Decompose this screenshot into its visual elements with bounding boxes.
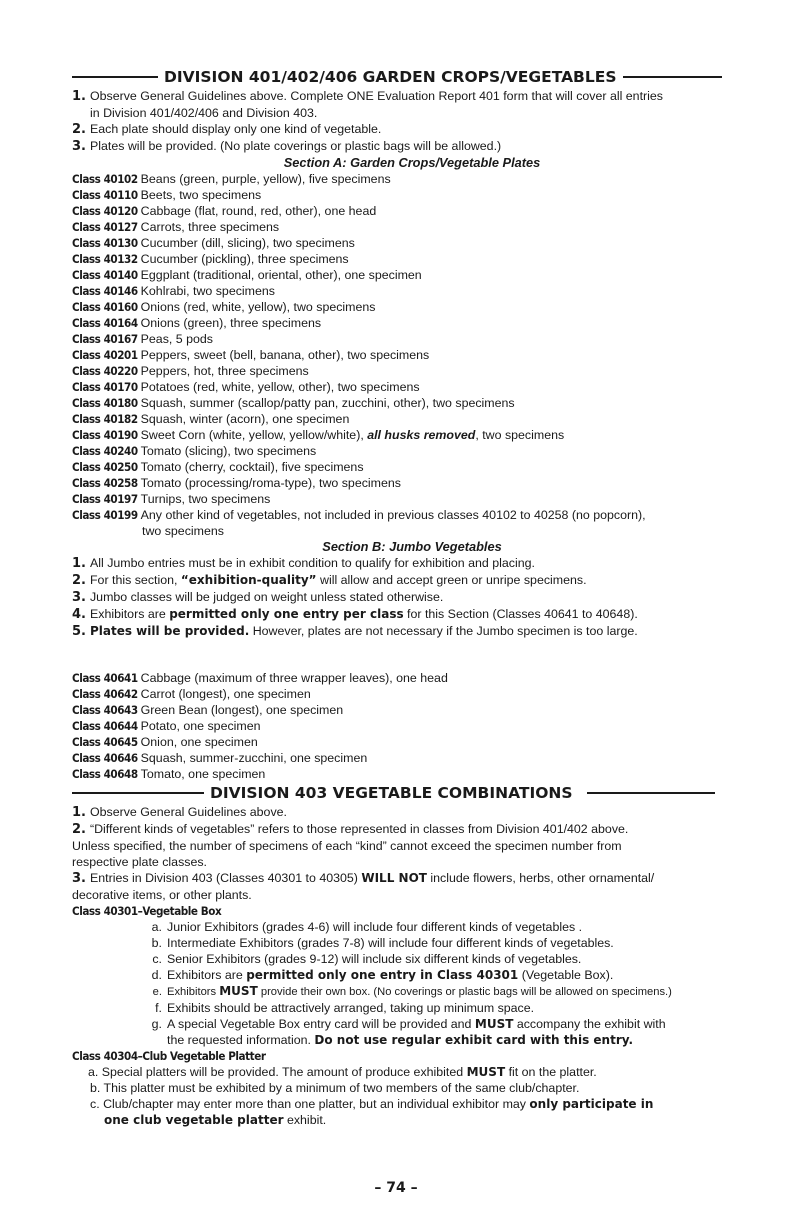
section-a-title: Section A: Garden Crops/Vegetable Plates — [283, 155, 541, 170]
class-description: Squash, winter (acorn), one specimen — [140, 412, 350, 426]
class-row — [72, 670, 722, 686]
class-description: Onions (red, white, yellow), two specimens — [140, 300, 376, 314]
jumbo-rule-3: 3. Jumbo classes will be judged on weight unless stated otherwise. — [72, 590, 444, 605]
class-description: Turnips, two specimens — [140, 492, 271, 506]
class-description: Potato, one specimen — [140, 719, 261, 733]
page-number: – 74 – — [374, 1180, 418, 1196]
heading-rule-left — [72, 76, 158, 78]
club-platter-class: Class 40304–Club Vegetable Platter — [72, 1049, 266, 1063]
platter-rule-b: b. This platter must be exhibited by a minimum of two members of the same club/chapter. — [90, 1081, 580, 1095]
class-code: Class 40102 — [72, 172, 138, 186]
class-code: Class 40110 — [72, 188, 138, 202]
class-description: Tomato (slicing), two specimens — [140, 444, 317, 458]
class-description: Eggplant (traditional, oriental, other), one specimen — [140, 268, 422, 282]
class-code: Class 40167 — [72, 332, 138, 346]
d403-rule-2-line-2: Unless specified, the number of specimens of each “kind” cannot exceed the specimen number from — [72, 839, 622, 853]
class-code: Class 40220 — [72, 364, 138, 378]
class-row — [72, 686, 722, 702]
jumbo-rule-1: 1. All Jumbo entries must be in exhibit condition to qualify for exhibition and placing. — [72, 556, 535, 571]
jumbo-rule-4: 4. Exhibitors are permitted only one entry per class for this Section (Classes 40641 to 40648). — [72, 607, 638, 622]
class-row — [72, 395, 722, 411]
spacer — [72, 640, 722, 670]
class-description: Potatoes (red, white, yellow, other), two specimens — [140, 380, 420, 394]
class-code: Class 40641 — [72, 671, 138, 685]
d403-rule-2-line-3: respective plate classes. — [72, 855, 207, 869]
platter-rule-a: a. Special platters will be provided. The amount of produce exhibited MUST fit on the platter. — [88, 1065, 597, 1079]
class-description: Squash, summer-zucchini, one specimen — [140, 751, 368, 765]
box-rule-b: b. Intermediate Exhibitors (grades 7-8) will include four different kinds of vegetables. — [151, 936, 614, 950]
class-row — [72, 443, 722, 459]
class-description: Cabbage (flat, round, red, other), one head — [140, 204, 377, 218]
box-rule-d: d. Exhibitors are permitted only one entry in Class 40301 (Vegetable Box). — [151, 968, 614, 982]
section-a-class-list — [72, 171, 722, 427]
section-a-class-list-continued — [72, 443, 722, 507]
class-description: Beets, two specimens — [140, 188, 262, 202]
class-code: Class 40644 — [72, 719, 138, 733]
platter-rule-c-line-2: one club vegetable platter exhibit. — [104, 1113, 327, 1127]
class-row — [72, 718, 722, 734]
corn-emphasis: all husks removed — [367, 428, 476, 442]
d403-rule-1: 1. Observe General Guidelines above. — [72, 805, 287, 820]
class-description: Cucumber (dill, slicing), two specimens — [140, 236, 355, 250]
class-code: Class 40648 — [72, 767, 138, 781]
class-code: Class 40146 — [72, 284, 138, 298]
division-403-title: DIVISION 403 VEGETABLE COMBINATIONS — [210, 784, 573, 802]
class-code: Class 40201 — [72, 348, 138, 362]
box-rule-g: g. A special Vegetable Box entry card will be provided and MUST accompany the exhibit with — [151, 1017, 666, 1031]
class-description: Carrots, three specimens — [140, 220, 280, 234]
class-description: Beans (green, purple, yellow), five specimens — [140, 172, 391, 186]
class-row-sweet-corn: Class 40190 Sweet Corn (white, yellow, yellow/white), all husks removed, two specimens — [72, 428, 565, 442]
class-code: Class 40258 — [72, 476, 138, 490]
class-row — [72, 411, 722, 427]
box-rule-e: e. Exhibitors MUST provide their own box. (No coverings or plastic bags will be allowed on specimens.) — [152, 984, 672, 998]
class-code: Class 40190 — [72, 428, 138, 442]
d403-rule-2: 2. “Different kinds of vegetables” refers to those represented in classes from Division 401/402 above. — [72, 822, 629, 837]
class-description: Kohlrabi, two specimens — [140, 284, 275, 298]
box-rule-f: f. Exhibits should be attractively arranged, taking up minimum space. — [155, 1001, 535, 1015]
class-description: Cucumber (pickling), three specimens — [140, 252, 349, 266]
class-code: Class 40120 — [72, 204, 138, 218]
jumbo-class-list — [72, 670, 722, 782]
heading-rule-right — [623, 76, 722, 78]
class-code: Class 40132 — [72, 252, 138, 266]
class-row — [72, 219, 722, 235]
class-row — [72, 734, 722, 750]
class-row — [72, 750, 722, 766]
division-401-rules — [72, 88, 722, 155]
club-platter-rules — [72, 1064, 722, 1128]
class-code: Class 40199 — [72, 508, 138, 522]
rule-item: 3. Plates will be provided. (No plate coverings or plastic bags will be allowed.) — [72, 139, 502, 154]
box-rule-c: c. Senior Exhibitors (grades 9-12) will include six different kinds of vegetables. — [152, 952, 582, 966]
class-row — [72, 331, 722, 347]
class-description: Onions (green), three specimens — [140, 316, 322, 330]
class-row — [72, 251, 722, 267]
heading-rule-left — [72, 792, 204, 794]
vegetable-box-class: Class 40301–Vegetable Box — [72, 904, 222, 918]
d403-rule-3: 3. Entries in Division 403 (Classes 40301 to 40305) WILL NOT include flowers, herbs, other ornamental/ — [72, 871, 655, 886]
class-description: Carrot (longest), one specimen — [140, 687, 311, 701]
class-row — [72, 347, 722, 363]
jumbo-rule-5: 5. Plates will be provided. However, plates are not necessary if the Jumbo specimen is too large. — [72, 624, 638, 639]
class-row — [72, 203, 722, 219]
rule-item: 1. Observe General Guidelines above. Complete ONE Evaluation Report 401 form that will cover all entries — [72, 89, 663, 104]
class-description: Onion, one specimen — [140, 735, 258, 749]
division-401-title: DIVISION 401/402/406 GARDEN CROPS/VEGETABLES — [164, 68, 617, 86]
class-description: Tomato, one specimen — [140, 767, 266, 781]
vegetable-box-rules — [72, 919, 722, 1048]
class-description: Peppers, hot, three specimens — [140, 364, 309, 378]
division-403-rules — [72, 804, 722, 903]
class-description: Squash, summer (scallop/patty pan, zucchini, other), two specimens — [140, 396, 515, 410]
class-description: Cabbage (maximum of three wrapper leaves), one head — [140, 671, 448, 685]
class-row — [72, 299, 722, 315]
rule-continuation: in Division 401/402/406 and Division 403. — [90, 106, 318, 120]
class-code: Class 40140 — [72, 268, 138, 282]
division-401-heading — [72, 66, 722, 88]
class-description: Peppers, sweet (bell, banana, other), two specimens — [140, 348, 430, 362]
class-row — [72, 702, 722, 718]
class-row — [72, 459, 722, 475]
class-row — [72, 379, 722, 395]
class-code: Class 40127 — [72, 220, 138, 234]
class-code: Class 40642 — [72, 687, 138, 701]
heading-rule-right — [587, 792, 715, 794]
class-code: Class 40197 — [72, 492, 138, 506]
jumbo-rule-2: 2. For this section, “exhibition-quality” will allow and accept green or unripe specimens. — [72, 573, 587, 588]
class-code: Class 40643 — [72, 703, 138, 717]
class-code: Class 40180 — [72, 396, 138, 410]
class-code: Class 40164 — [72, 316, 138, 330]
class-description: Tomato (processing/roma-type), two specimens — [140, 476, 401, 490]
class-row — [72, 315, 722, 331]
section-b-title: Section B: Jumbo Vegetables — [322, 539, 502, 554]
class-row — [72, 363, 722, 379]
box-rule-a: a. Junior Exhibitors (grades 4-6) will include four different kinds of vegetables . — [151, 920, 583, 934]
class-row — [72, 235, 722, 251]
class-row — [72, 475, 722, 491]
class-code: Class 40240 — [72, 444, 138, 458]
class-row-other-vegetables: Class 40199 Any other kind of vegetables, not included in previous classes 40102 to 40258 (no popcorn), — [72, 508, 646, 522]
d403-rule-3-line-2: decorative items, or other plants. — [72, 888, 252, 902]
class-code: Class 40160 — [72, 300, 138, 314]
rule-item: 2. Each plate should display only one kind of vegetable. — [72, 122, 382, 137]
class-code: Class 40182 — [72, 412, 138, 426]
class-description: Tomato (cherry, cocktail), five specimens — [140, 460, 364, 474]
class-description: Peas, 5 pods — [140, 332, 213, 346]
class-row-continuation: two specimens — [142, 524, 224, 538]
class-row — [72, 171, 722, 187]
class-row — [72, 187, 722, 203]
class-code: Class 40645 — [72, 735, 138, 749]
class-row — [72, 491, 722, 507]
class-code: Class 40130 — [72, 236, 138, 250]
class-row — [72, 267, 722, 283]
platter-rule-c: c. Club/chapter may enter more than one platter, but an individual exhibitor may only participate in — [90, 1097, 654, 1111]
page-content — [72, 66, 722, 1128]
class-code: Class 40646 — [72, 751, 138, 765]
class-row — [72, 283, 722, 299]
box-rule-g-line-2: the requested information. Do not use regular exhibit card with this entry. — [167, 1033, 634, 1047]
division-403-heading — [72, 782, 722, 804]
class-row — [72, 766, 722, 782]
class-description: Green Bean (longest), one specimen — [140, 703, 344, 717]
class-code: Class 40170 — [72, 380, 138, 394]
class-code: Class 40250 — [72, 460, 138, 474]
jumbo-rules — [72, 555, 722, 640]
